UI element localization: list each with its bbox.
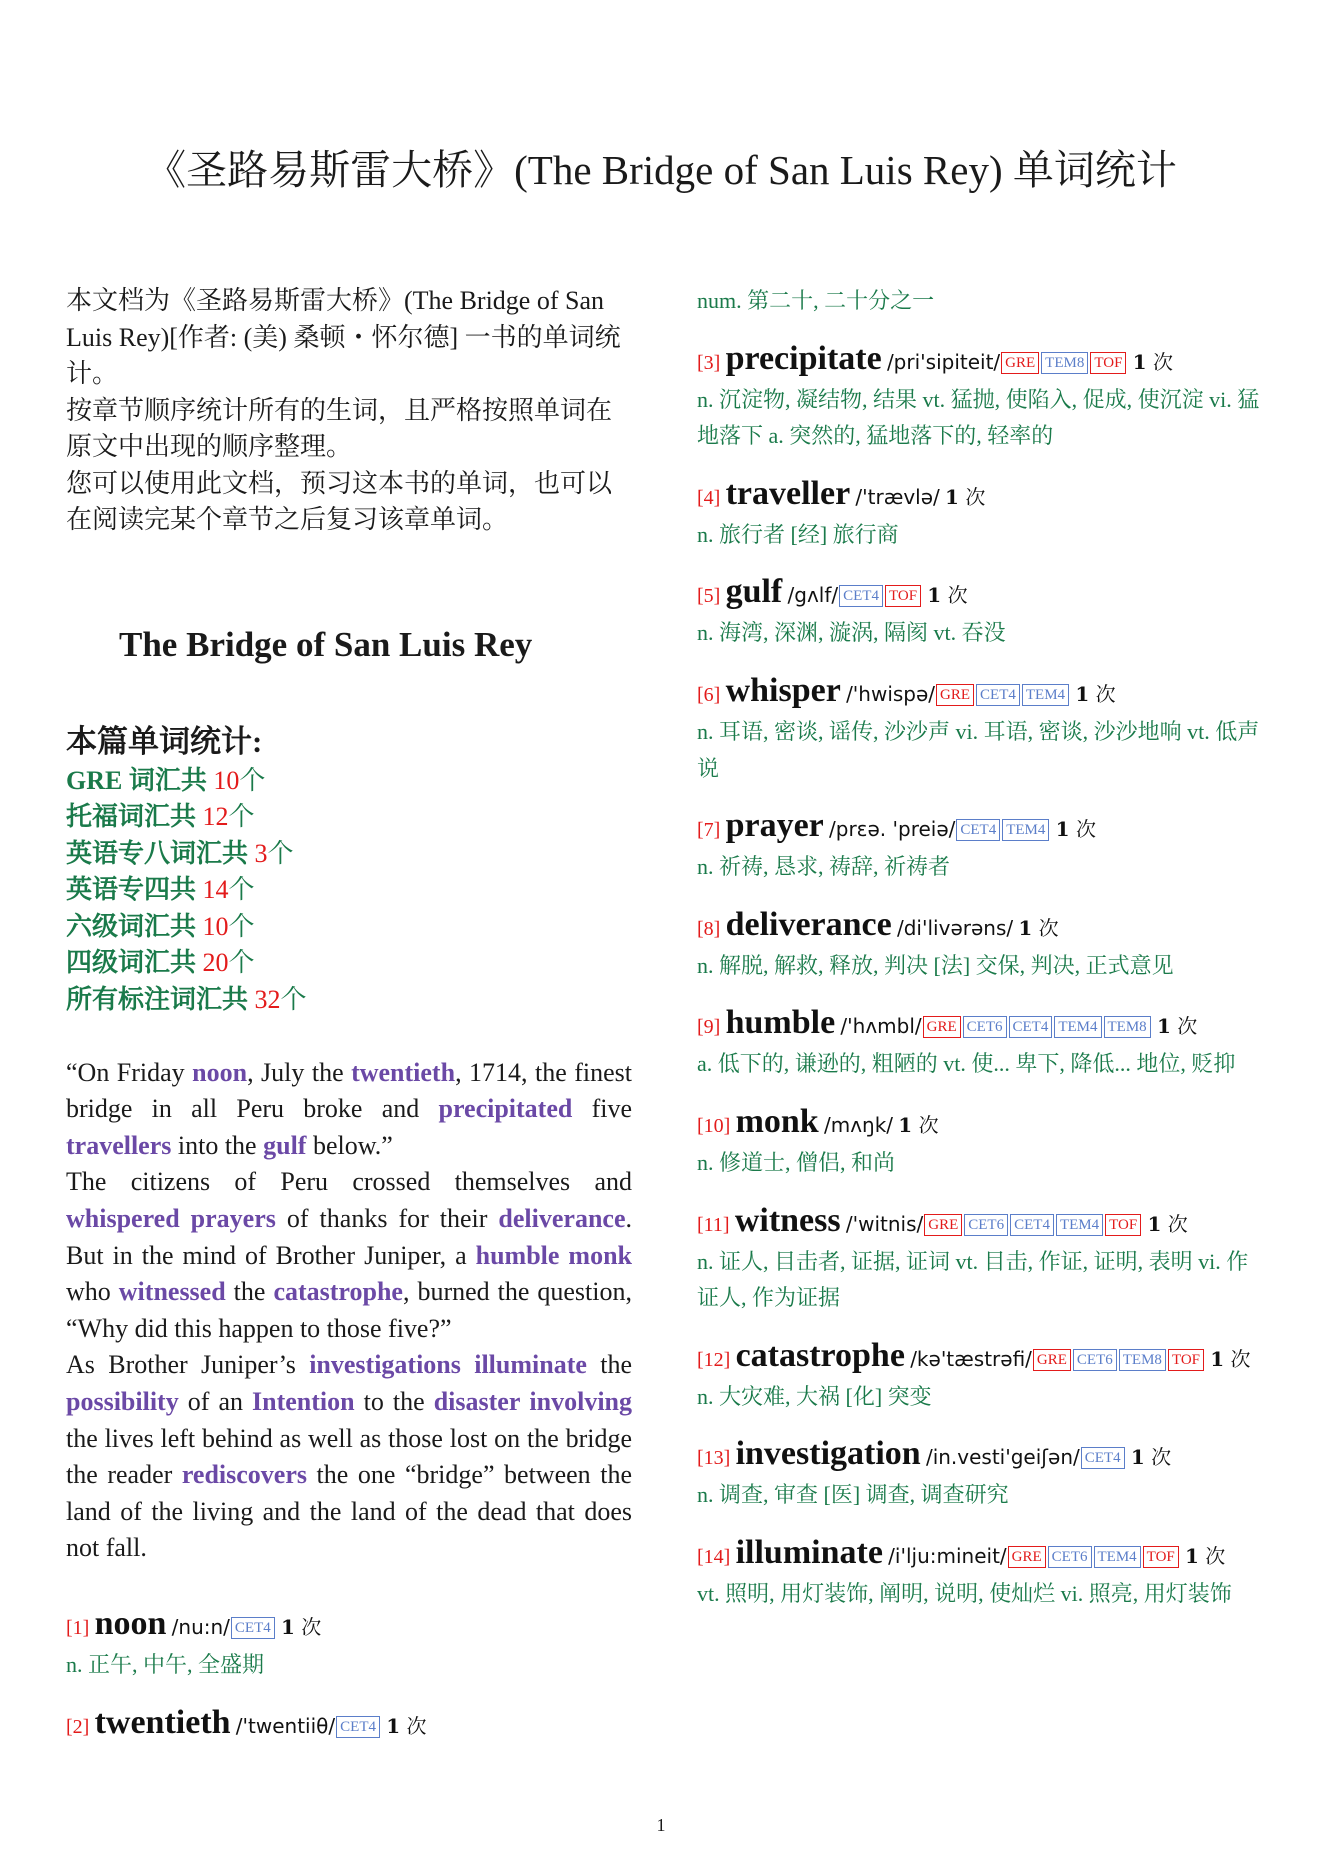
exam-tag: GRE <box>923 1016 961 1038</box>
vocab-entry <box>66 1605 632 1684</box>
highlight-word: involving <box>529 1387 633 1416</box>
exam-tag: TEM8 <box>1041 352 1088 374</box>
entry-definition: n. 沉淀物, 凝结物, 结果 vt. 猛抛, 使陷入, 促成, 使沉淀 vi. 猛地落下 a. 突然的, 猛地落下的, 轻率的 <box>697 386 1260 449</box>
exam-tag: GRE <box>1001 352 1039 374</box>
entry-count <box>945 485 985 509</box>
highlight-word: prayers <box>190 1204 276 1234</box>
entry-definition: n. 修道士, 僧侣, 和尚 <box>697 1149 896 1175</box>
entry-count-number: 1 <box>1156 1014 1171 1039</box>
exam-tag: CET4 <box>231 1617 275 1639</box>
passage <box>66 1055 632 1567</box>
entry-head <box>697 1435 1267 1477</box>
vocab-entry <box>697 807 1267 886</box>
highlight-word: investigations <box>309 1350 461 1380</box>
highlight-word: rediscovers <box>181 1460 307 1490</box>
exam-tag: TOF <box>885 585 921 607</box>
highlight-word: twentieth <box>351 1057 456 1087</box>
entry-count-number: 1 <box>1147 1211 1162 1236</box>
entry-head <box>66 1605 632 1647</box>
exam-tag: CET4 <box>1009 1016 1053 1038</box>
stat-tem4: 英语专四共 14个 <box>66 875 255 905</box>
intro <box>66 283 632 539</box>
entry-phonetic: /mʌŋk/ <box>823 1112 894 1137</box>
entry-count <box>1185 1544 1225 1568</box>
stat-all: 所有标注词汇共 32个 <box>66 985 307 1015</box>
exam-tag: GRE <box>1008 1546 1046 1568</box>
entry-definition: n. 调查, 审查 [医] 调查, 调查研究 <box>697 1482 1009 1508</box>
entry-count-number: 1 <box>1130 1445 1145 1470</box>
exam-tag: GRE <box>1033 1349 1071 1371</box>
entry-index: [5] <box>697 585 721 608</box>
entry-index: [11] <box>697 1213 730 1236</box>
vocab-entry <box>697 340 1267 455</box>
entry-count <box>898 1113 938 1137</box>
entry-word: investigation <box>735 1435 921 1473</box>
highlight-word: precipitated <box>438 1094 573 1124</box>
exam-tag: TEM8 <box>1104 1016 1151 1038</box>
passage-paragraph: The citizens of Peru crossed themselves and whispered prayers of thanks for their deliverance. But in the mind of Brother Juniper, a humble monk who witnessed the catastrophe, burned the question, “Why did this happen to those five?” <box>66 1167 632 1343</box>
exam-tag: GRE <box>936 684 974 706</box>
intro-paragraph: 本文档为《圣路易斯雷大桥》(The Bridge of San Luis Rey)[作者: (美) 桑顿・怀尔德] 一书的单词统计。 <box>66 286 621 388</box>
exam-tag: TEM4 <box>1022 684 1069 706</box>
entry-count-number: 1 <box>1132 349 1147 374</box>
entry-word: traveller <box>725 474 851 512</box>
entry-count-number: 1 <box>281 1614 295 1639</box>
entry-phonetic: /prɛə. 'preiə/ <box>829 817 956 842</box>
entry-head <box>697 1534 1267 1576</box>
intro-paragraph: 按章节顺序统计所有的生词，且严格按照单词在原文中出现的顺序整理。 <box>66 395 613 461</box>
entry-word: whisper <box>725 671 841 709</box>
vocab-entry <box>697 1534 1267 1613</box>
entry-count-unit: 次 <box>1205 1543 1226 1568</box>
entry-definition: vt. 照明, 用灯装饰, 阐明, 说明, 使灿烂 vi. 照亮, 用灯装饰 <box>697 1580 1232 1606</box>
highlight-word: humble <box>475 1240 560 1270</box>
vocab-list-right <box>697 340 1267 1613</box>
entry-word: noon <box>94 1604 167 1642</box>
entry-count <box>1018 916 1058 940</box>
entry-count <box>1157 1014 1197 1038</box>
entry-count-number: 1 <box>1185 1543 1199 1568</box>
entry-count <box>1147 1212 1187 1236</box>
entry-head <box>697 672 1267 714</box>
entry-phonetic: /'hʌmbl/ <box>840 1014 922 1039</box>
vocab-entry <box>697 1103 1267 1182</box>
entry-count-unit: 次 <box>406 1713 427 1738</box>
highlight-word: whispered <box>66 1204 180 1234</box>
entry-definition-continued: num. 第二十, 二十分之一 <box>697 288 935 313</box>
entry-head <box>697 573 1267 615</box>
highlight-word: Intention <box>252 1387 355 1416</box>
entry-index: [10] <box>697 1114 731 1137</box>
entry-phonetic: /di'livərəns/ <box>897 915 1014 940</box>
exam-tag: CET6 <box>963 1016 1007 1038</box>
exam-tag: TOF <box>1143 1546 1179 1568</box>
entry-count-number: 1 <box>927 583 942 608</box>
entry-index: [12] <box>697 1348 731 1371</box>
page-title: 《圣路易斯雷大桥》(The Bridge of San Luis Rey) 单词统计 <box>145 147 1177 193</box>
entry-index: [13] <box>697 1447 731 1470</box>
entry-definition: n. 耳语, 密谈, 谣传, 沙沙声 vi. 耳语, 密谈, 沙沙地响 vt. 低声说 <box>697 718 1260 781</box>
entry-phonetic: /'hwispə/ <box>846 681 936 706</box>
highlight-word: catastrophe <box>273 1277 403 1307</box>
entry-count-unit: 次 <box>965 484 986 509</box>
entry-count-unit: 次 <box>1075 817 1096 842</box>
exam-tag: CET4 <box>1010 1214 1054 1236</box>
entry-count <box>927 583 967 607</box>
entry-word: catastrophe <box>735 1336 905 1374</box>
stat-cet4: 四级词汇共 20个 <box>66 948 255 978</box>
entry-count <box>386 1714 426 1738</box>
entry-count-unit: 次 <box>918 1112 939 1137</box>
highlight-word: disaster <box>433 1387 521 1416</box>
entry-count-number: 1 <box>1075 681 1090 706</box>
entry-count <box>281 1615 321 1639</box>
entry-definition: n. 证人, 目击者, 证据, 证词 vt. 目击, 作证, 证明, 表明 vi. 作证人, 作为证据 <box>697 1248 1249 1311</box>
entry-phonetic: /pri'sipiteit/ <box>886 349 1001 374</box>
exam-tag: CET4 <box>976 684 1020 706</box>
exam-tag: CET6 <box>1073 1349 1117 1371</box>
entry-count-unit: 次 <box>1151 1445 1172 1470</box>
entry-index: [8] <box>697 917 721 940</box>
stat-tem8: 英语专八词汇共 3个 <box>66 838 294 868</box>
exam-tag: GRE <box>924 1214 962 1236</box>
stats-list <box>66 763 632 1019</box>
entry-count-number: 1 <box>1055 817 1070 842</box>
highlight-word: monk <box>568 1240 632 1270</box>
exam-tag: TOF <box>1105 1214 1141 1236</box>
entry-index: [7] <box>697 819 721 842</box>
vocab-entry <box>697 1004 1267 1083</box>
entry-phonetic: /nu:n/ <box>171 1614 230 1639</box>
entry-word: monk <box>735 1102 819 1140</box>
vocab-entry <box>697 906 1267 985</box>
entry-word: gulf <box>725 573 783 611</box>
entry-index: [9] <box>697 1016 721 1039</box>
entry-count-number: 1 <box>386 1713 401 1738</box>
highlight-word: deliverance <box>498 1204 626 1234</box>
entry-definition: n. 大灾难, 大祸 [化] 突变 <box>697 1383 932 1409</box>
highlight-word: witnessed <box>118 1277 226 1307</box>
stats-heading: 本篇单词统计: <box>66 723 263 759</box>
entry-index: [2] <box>66 1715 90 1738</box>
page-number: 1 <box>656 1815 666 1835</box>
entry-phonetic: /'twentiiθ/ <box>235 1713 336 1738</box>
vocab-entry <box>697 1435 1267 1514</box>
vocab-entry <box>697 1337 1267 1416</box>
entry-count <box>1075 682 1115 706</box>
vocab-entry <box>697 672 1267 787</box>
entry-word: twentieth <box>94 1703 231 1741</box>
entry-head <box>66 1704 632 1746</box>
entry-definition: n. 海湾, 深渊, 漩涡, 隔阂 vt. 吞没 <box>697 620 1006 646</box>
entry-count-unit: 次 <box>1095 681 1116 706</box>
exam-tag: CET6 <box>1048 1546 1092 1568</box>
entry-phonetic: /kə'tæstrəfi/ <box>910 1346 1032 1371</box>
vocab-entry <box>697 573 1267 652</box>
entry-word: witness <box>734 1201 841 1239</box>
exam-tag: TEM8 <box>1119 1349 1166 1371</box>
entry-definition: n. 解脱, 解救, 释放, 判决 [法] 交保, 判决, 正式意见 <box>697 952 1174 978</box>
entry-count-unit: 次 <box>947 583 968 608</box>
entry-count <box>1056 817 1096 841</box>
exam-tag: TEM4 <box>1056 1214 1103 1236</box>
exam-tag: TEM4 <box>1002 819 1049 841</box>
entry-word: prayer <box>725 807 824 845</box>
entry-count <box>1133 350 1173 374</box>
entry-definition: n. 祈祷, 恳求, 祷辞, 祈祷者 <box>697 854 951 880</box>
entry-head <box>697 1337 1267 1379</box>
intro-paragraph: 您可以使用此文档，预习这本书的单词，也可以在阅读完某个章节之后复习该章单词。 <box>66 468 613 534</box>
entry-word: illuminate <box>735 1533 883 1571</box>
stat-toefl: 托福词汇共 12个 <box>66 802 255 832</box>
passage-paragraph: As Brother Juniper’s investigations illuminate the possibility of an Intention to the disaster involving the lives left behind as well as those lost on the bridge the reader rediscovers the one “bridge” between the land of the living and the land of the dead that does not fall. <box>66 1350 633 1563</box>
entry-count-number: 1 <box>1210 1346 1225 1371</box>
entry-count-unit: 次 <box>1038 915 1059 940</box>
exam-tag: CET6 <box>964 1214 1008 1236</box>
entry-head <box>697 906 1267 948</box>
entry-head <box>697 340 1267 382</box>
entry-phonetic: /gʌlf/ <box>787 583 839 608</box>
highlight-word: noon <box>192 1057 248 1087</box>
entry-phonetic: /i'lju:mineit/ <box>888 1543 1007 1568</box>
vocab-entry <box>66 1704 632 1746</box>
entry-phonetic: /'trævlə/ <box>855 484 940 509</box>
entry-index: [4] <box>697 486 721 509</box>
entry-index: [3] <box>697 351 721 374</box>
highlight-word: illuminate <box>474 1350 587 1380</box>
entry-phonetic: /in.vesti'geiʃən/ <box>925 1445 1080 1470</box>
entry-phonetic: /'witnis/ <box>845 1211 924 1236</box>
section-title: The Bridge of San Luis Rey <box>119 624 533 664</box>
entry-head <box>697 1202 1267 1244</box>
exam-tag: TEM4 <box>1054 1016 1101 1038</box>
entry-head <box>697 807 1267 849</box>
entry-count-unit: 次 <box>1167 1211 1188 1236</box>
exam-tag: TEM4 <box>1094 1546 1141 1568</box>
entry-definition: n. 正午, 中午, 全盛期 <box>66 1651 265 1677</box>
entry-count <box>1131 1445 1171 1469</box>
entry-definition: a. 低下的, 谦逊的, 粗陋的 vt. 使... 卑下, 降低... 地位, 贬抑 <box>697 1051 1236 1077</box>
left-column <box>66 283 632 1766</box>
entry-index: [1] <box>66 1616 90 1639</box>
entry-count-number: 1 <box>898 1112 913 1137</box>
entry-count-number: 1 <box>1018 915 1033 940</box>
entry-head <box>697 1103 1267 1145</box>
entry-head <box>697 475 1267 517</box>
entry-head <box>697 1004 1267 1046</box>
exam-tag: TOF <box>1168 1349 1204 1371</box>
exam-tag: CET4 <box>839 585 883 607</box>
exam-tag: CET4 <box>1081 1447 1125 1469</box>
entry-definition: n. 旅行者 [经] 旅行商 <box>697 521 899 547</box>
entry-count-number: 1 <box>945 484 959 509</box>
highlight-word: gulf <box>263 1130 307 1160</box>
exam-tag: CET4 <box>336 1716 380 1738</box>
highlight-word: possibility <box>66 1387 179 1416</box>
entry-word: precipitate <box>725 339 882 377</box>
entry-count-unit: 次 <box>1177 1014 1198 1039</box>
stat-gre: GRE 词汇共 10个 <box>66 765 266 795</box>
entry-index: [14] <box>697 1545 731 1568</box>
entry-count-unit: 次 <box>301 1614 322 1639</box>
stat-cet6: 六级词汇共 10个 <box>66 911 255 941</box>
entry-count-unit: 次 <box>1152 349 1173 374</box>
entry-index: [6] <box>697 683 721 706</box>
passage-paragraph: “On Friday noon, July the twentieth, 1714, the finest bridge in all Peru broke and precipitated five travellers into the gulf below.” <box>66 1057 633 1160</box>
right-column <box>697 283 1267 1633</box>
exam-tag: TOF <box>1090 352 1126 374</box>
exam-tag: CET4 <box>956 819 1000 841</box>
entry-count <box>1210 1347 1250 1371</box>
vocab-entry <box>697 475 1267 554</box>
highlight-word: travellers <box>66 1130 172 1160</box>
entry-count-unit: 次 <box>1230 1346 1251 1371</box>
entry-word: deliverance <box>725 905 892 943</box>
entry-word: humble <box>725 1004 836 1042</box>
vocab-entry <box>697 1202 1267 1317</box>
vocab-list-left <box>66 1605 632 1746</box>
